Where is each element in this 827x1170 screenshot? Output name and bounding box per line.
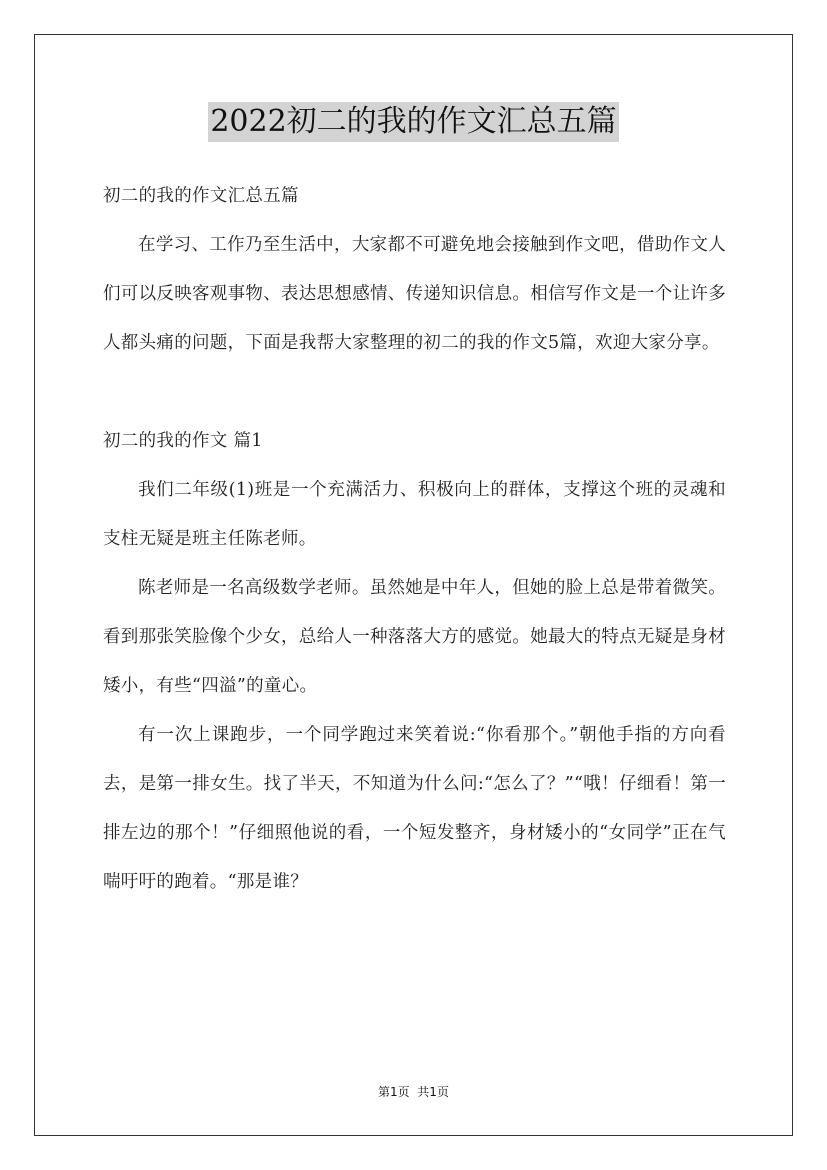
document-subtitle: 初二的我的作文汇总五篇 [103,186,299,206]
body-paragraph-3: 有一次上课跑步，一个同学跑过来笑着说:“你看那个。”朝他手指的方向看去，是第一排女生。找了半天，不知道为什么问:“怎么了？”“哦！仔细看！第一排左边的那个！”仔细照他说的看，一个短发整齐，身材矮小的“女同学”正在气喘吁吁的跑着。“那是谁？ [103,725,726,892]
body-paragraph-1: 我们二年级(1)班是一个充满活力、积极向上的群体，支撑这个班的灵魂和支柱无疑是班主任陈老师。 [103,480,726,549]
document-title [0,102,827,144]
body-paragraph-2: 陈老师是一名高级数学老师。虽然她是中年人，但她的脸上总是带着微笑。看到那张笑脸像个少女，总给人一种落落大方的感觉。她最大的特点无疑是身材矮小，有些“四溢”的童心。 [103,578,726,696]
intro-paragraph: 在学习、工作乃至生活中，大家都不可避免地会接触到作文吧，借助作文人们可以反映客观事物、表达思想感情、传递知识信息。相信写作文是一个让许多人都头痛的问题，下面是我帮大家整理的初二的我的作文5篇，欢迎大家分享。 [103,235,726,353]
document-title-text: 2022初二的我的作文汇总五篇 [208,102,618,142]
page-footer: 第1页 共1页 [378,1085,449,1099]
document-body [103,172,726,907]
section-heading: 初二的我的作文 篇1 [103,431,263,451]
